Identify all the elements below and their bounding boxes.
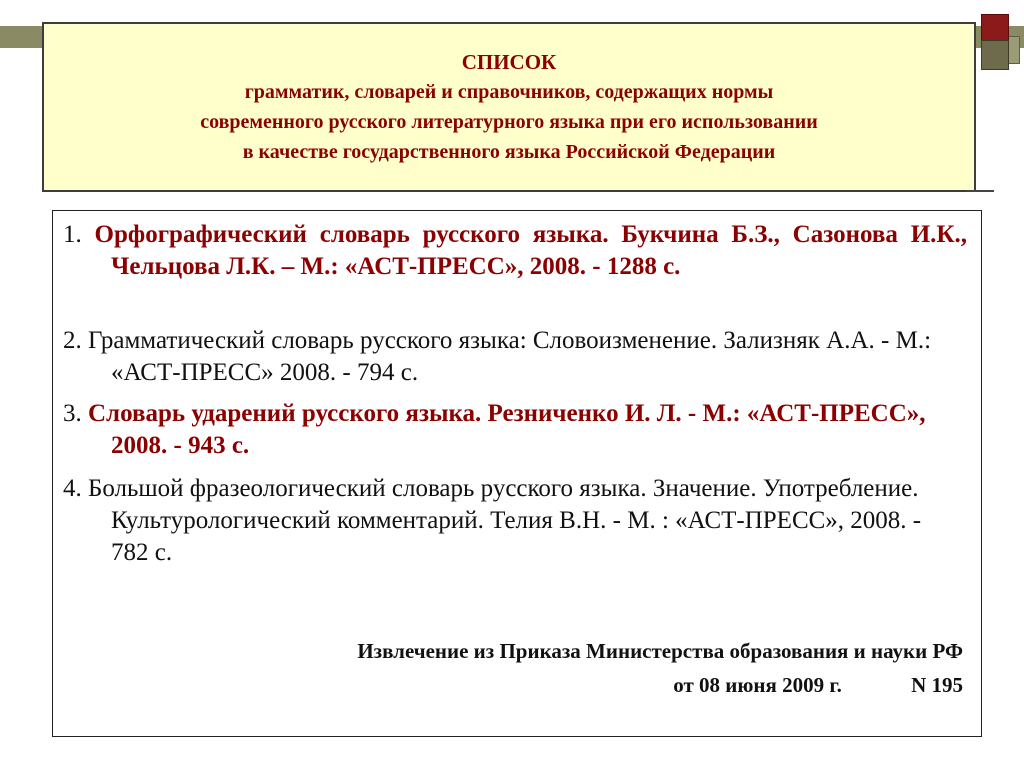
footer-source: Извлечение из Приказа Министерства образования и науки РФ [357,639,963,663]
item-number: 4. [63,475,82,502]
list-item [63,325,967,389]
list-item [63,473,967,569]
title-box [42,22,976,192]
title-heading: СПИСОК [461,50,557,74]
item-text: Словарь ударений русского языка. Резниченко И. Л. - М.: «АСТ-ПРЕСС», 2008. - 943 с. [88,400,926,459]
title-line: грамматик, словарей и справочников, содержащих нормы [244,81,774,103]
item-number: 1. [63,221,82,248]
decor-square-red [981,14,1009,42]
footer-number: N 195 [911,673,963,697]
title-line: современного русского литературного языка при его использовании [200,111,818,133]
decor-square-dark [981,40,1009,70]
footer-date: от 08 июня 2009 г. [673,673,842,697]
title-underline [966,190,994,192]
title-line: в качестве государственного языка Российской Федерации [242,141,776,163]
content-box [52,210,982,737]
item-text: Орфографический словарь русского языка. Букчина Б.З., Сазонова И.К., Чельцова Л.К. – М.: «АСТ-ПРЕСС», 2008. - 1288 с. [94,221,968,280]
footer-order-line [203,673,963,698]
item-number: 3. [63,400,82,427]
list-item [63,219,967,283]
item-text: Большой фразеологический словарь русского языка. Значение. Употребление. Культурологический комментарий. Телия В.Н. - М. : «АСТ-ПРЕСС», 2008. - 782 с. [88,475,922,566]
list-item [63,398,967,462]
item-number: 2. [63,327,82,354]
item-text: Грамматический словарь русского языка: Словоизменение. Зализняк А.А. - М.: «АСТ-ПРЕСС» 2008. - 794 с. [88,327,932,386]
